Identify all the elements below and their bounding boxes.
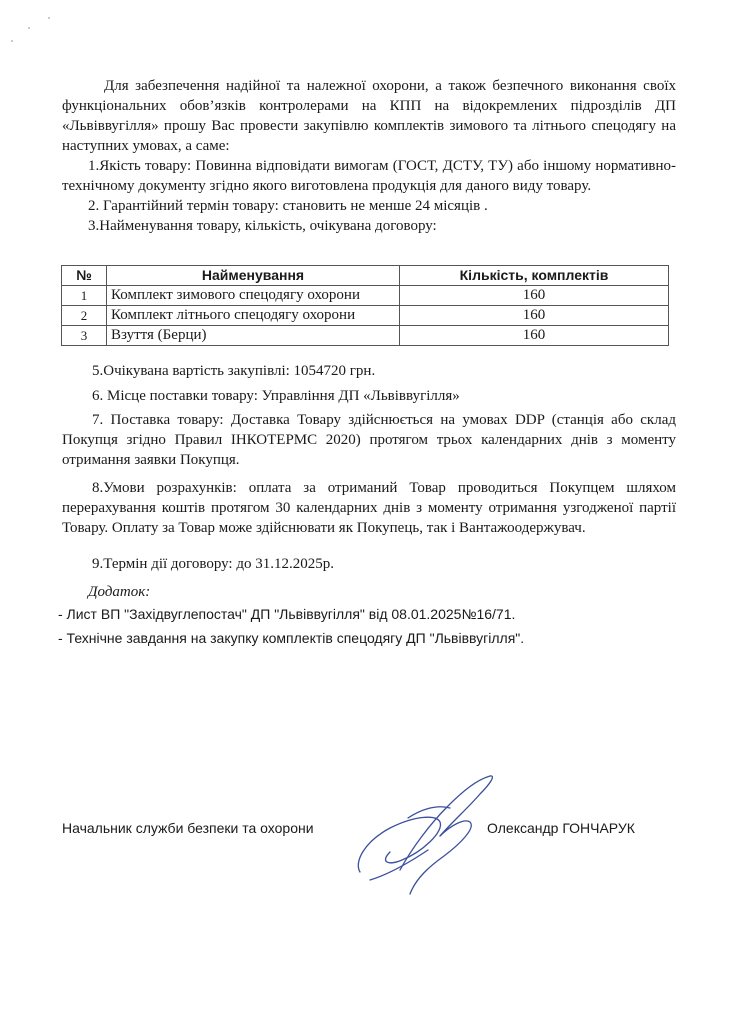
condition-quality: 1.Якість товару: Повинна відповідати вимогам (ГОСТ, ДСТУ, ТУ) або іншому нормативно-технічному документу згідно якого виготовлена продукція для даного виду товару. [62, 158, 676, 194]
condition-delivery-place: 6. Місце поставки товару: Управління ДП «Львіввугілля» [92, 388, 460, 404]
condition-contract-term: 9.Термін дії договору: до 31.12.2025р. [92, 556, 334, 572]
condition-items-heading: 3.Найменування товару, кількість, очікувана договору: [88, 218, 437, 234]
signer-name: Олександр ГОНЧАРУК [487, 820, 635, 836]
handwritten-signature [340, 770, 510, 900]
attachment-item: - Лист ВП "Західвуглепостач" ДП "Львіввугілля" від 08.01.2025№16/71. [58, 606, 516, 622]
condition-warranty: 2. Гарантійний термін товару: становить не менше 24 місяців . [88, 198, 488, 214]
signature-stroke [408, 807, 450, 818]
row-name: Комплект зимового спецодягу охорони [107, 286, 400, 306]
signature-stroke [370, 850, 428, 880]
conditions-continued [62, 361, 676, 574]
signer-position: Начальник служби безпеки та охорони [62, 820, 314, 836]
attachment-item: - Технічне завдання на закупку комплектів спецодягу ДП "Львіввугілля". [58, 630, 525, 646]
signature-stroke [410, 821, 471, 894]
table-row [62, 306, 669, 326]
header-quantity: Кількість, комплектів [400, 266, 669, 286]
row-quantity: 160 [400, 326, 669, 346]
letter-body [62, 76, 676, 236]
signature-stroke [358, 817, 440, 872]
row-quantity: 160 [400, 306, 669, 326]
intro-paragraph: Для забезпечення надійної та належної охорони, а також безпечного виконання своїх функціональних обов’язків контролерами на КПП на відокремлених підрозділів ДП «Львіввугілля» прошу Вас провести закупівлю комплектів зимового та літнього спецодягу на наступних умовах, а саме: [62, 78, 676, 154]
header-name: Найменування [107, 266, 400, 286]
table-header-row [62, 266, 669, 286]
table-row [62, 326, 669, 346]
attachments-heading: Додаток: [88, 584, 151, 600]
attachments [58, 582, 672, 648]
row-number: 1 [62, 286, 107, 306]
condition-price: 5.Очікувана вартість закупівлі: 1054720 грн. [92, 363, 376, 379]
goods-table [61, 265, 669, 346]
row-number: 3 [62, 326, 107, 346]
header-number: № [62, 266, 107, 286]
row-number: 2 [62, 306, 107, 326]
table-row [62, 286, 669, 306]
row-name: Комплект літнього спецодягу охорони [107, 306, 400, 326]
row-quantity: 160 [400, 286, 669, 306]
signature-stroke [400, 776, 492, 870]
condition-payment: 8.Умови розрахунків: оплата за отриманий Товар проводиться Покупцем шляхом перерахування коштів протягом 30 календарних днів з моменту отримання узгодженої партії Товару. Оплату за Товар може здійснювати як Покупець, так і Вантажоодержувач. [62, 480, 676, 536]
condition-delivery-terms: 7. Поставка товару: Доставка Товару здійснюється на умовах DDP (станція або склад Покупця згідно Правил ІНКОТЕРМС 2020) протягом трьох календарних днів з моменту отримання заявки Покупця. [62, 412, 676, 468]
row-name: Взуття (Берци) [107, 326, 400, 346]
